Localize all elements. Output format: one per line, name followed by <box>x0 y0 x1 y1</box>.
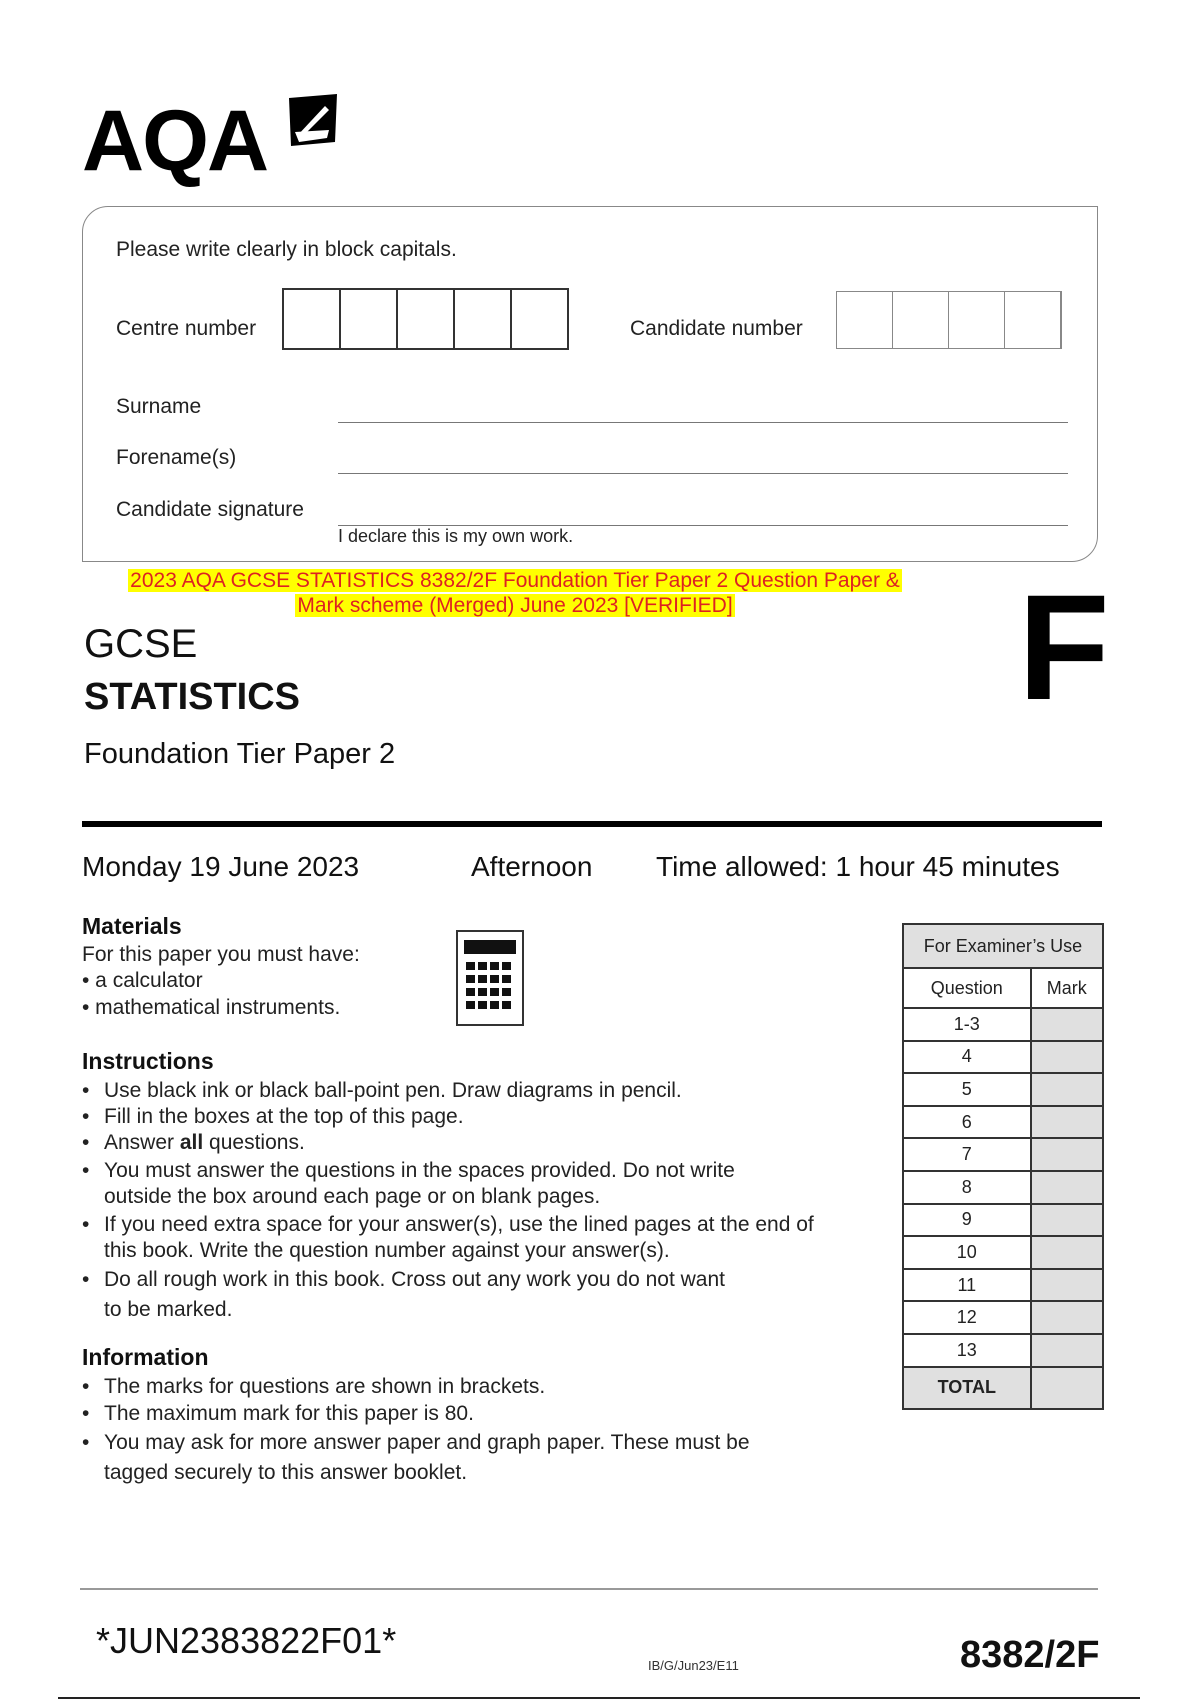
mark-cell[interactable] <box>1031 1236 1103 1269</box>
footer-divider <box>80 1588 1098 1590</box>
instruction-text: questions. <box>203 1131 305 1154</box>
instruction-text: Do all rough work in this book. Cross out any work you do not want <box>104 1268 725 1291</box>
table-row <box>903 1171 1103 1204</box>
subject-title: STATISTICS <box>84 676 301 718</box>
question-number: 8 <box>903 1171 1031 1204</box>
examiners-use-heading: For Examiner’s Use <box>903 924 1103 968</box>
page-bottom-line <box>58 1697 1140 1699</box>
table-row <box>903 1269 1103 1302</box>
information-item <box>82 1374 864 1400</box>
tier-letter: F <box>1018 563 1110 731</box>
total-row <box>903 1367 1103 1409</box>
question-number: 5 <box>903 1073 1031 1106</box>
information-heading: Information <box>82 1344 209 1370</box>
mark-cell[interactable] <box>1031 1301 1103 1334</box>
mark-cell[interactable] <box>1031 1269 1103 1302</box>
instruction-item <box>82 1265 864 1325</box>
total-mark-cell[interactable] <box>1031 1367 1103 1409</box>
forenames-label: Forename(s) <box>116 446 237 469</box>
title-divider <box>82 821 1102 827</box>
candidate-number-field[interactable] <box>836 291 1062 349</box>
barcode-text: *JUN2383822F01* <box>96 1620 397 1661</box>
instruction-item <box>82 1158 864 1210</box>
question-column-header: Question <box>903 968 1031 1008</box>
bullet-glyph: • <box>82 1213 90 1236</box>
instruction-text: You must answer the questions in the spaces provided. Do not write <box>104 1159 735 1182</box>
question-number: 10 <box>903 1236 1031 1269</box>
banner-line-1: 2023 AQA GCSE STATISTICS 8382/2F Foundation Tier Paper 2 Question Paper & <box>130 569 900 592</box>
document-reference: IB/G/Jun23/E11 <box>648 1658 739 1673</box>
paper-title: Foundation Tier Paper 2 <box>84 738 396 770</box>
mark-cell[interactable] <box>1031 1204 1103 1237</box>
mark-cell[interactable] <box>1031 1106 1103 1139</box>
materials-item: • mathematical instruments. <box>82 996 341 1019</box>
exam-session: Afternoon <box>471 851 593 882</box>
table-row <box>903 1204 1103 1237</box>
exam-date: Monday 19 June 2023 <box>82 851 360 882</box>
table-row <box>903 1138 1103 1171</box>
block-capitals-instruction: Please write clearly in block capitals. <box>116 238 457 261</box>
surname-label: Surname <box>116 395 202 418</box>
bullet-glyph: • <box>82 1375 90 1398</box>
calculator-icon <box>456 930 524 1026</box>
centre-number-digit[interactable] <box>455 290 512 348</box>
mark-cell[interactable] <box>1031 1008 1103 1041</box>
information-item <box>82 1401 864 1427</box>
centre-number-digit[interactable] <box>284 290 341 348</box>
candidate-number-digit[interactable] <box>949 292 1005 348</box>
centre-number-digit[interactable] <box>341 290 398 348</box>
instruction-emphasis: all <box>179 1131 204 1154</box>
bullet-glyph: • <box>82 1268 90 1291</box>
mark-cell[interactable] <box>1031 1171 1103 1204</box>
instruction-item <box>82 1212 884 1264</box>
instruction-text: outside the box around each page or on blank pages. <box>104 1185 601 1208</box>
forenames-input-line[interactable] <box>338 473 1068 474</box>
table-row <box>903 1301 1103 1334</box>
bullet-glyph: • <box>82 1079 90 1102</box>
materials-heading: Materials <box>82 913 182 939</box>
candidate-number-digit[interactable] <box>893 292 949 348</box>
question-number: 4 <box>903 1041 1031 1074</box>
table-row <box>903 1334 1103 1367</box>
banner-line-2: Mark scheme (Merged) June 2023 [VERIFIED] <box>297 594 733 617</box>
instruction-item <box>82 1078 864 1104</box>
qualification-title: GCSE <box>84 622 198 666</box>
bullet-glyph: • <box>82 1159 90 1182</box>
centre-number-field[interactable] <box>282 288 569 350</box>
bullet-glyph: • <box>82 1402 90 1425</box>
mark-cell[interactable] <box>1031 1138 1103 1171</box>
question-number: 1-3 <box>903 1008 1031 1041</box>
instruction-item <box>82 1104 864 1130</box>
question-number: 6 <box>903 1106 1031 1139</box>
question-number: 11 <box>903 1269 1031 1302</box>
table-row <box>903 1008 1103 1041</box>
centre-number-digit[interactable] <box>398 290 455 348</box>
aqa-logo-text: AQA <box>82 93 268 189</box>
examiners-use-table <box>902 923 1104 1410</box>
table-row <box>903 1106 1103 1139</box>
instructions-heading: Instructions <box>82 1048 214 1074</box>
instruction-text: this book. Write the question number against your answer(s). <box>104 1239 670 1262</box>
information-text: The marks for questions are shown in brackets. <box>104 1375 546 1398</box>
question-number: 9 <box>903 1204 1031 1237</box>
declaration-text: I declare this is my own work. <box>338 526 574 546</box>
mark-column-header: Mark <box>1031 968 1103 1008</box>
surname-input-line[interactable] <box>338 422 1068 423</box>
bullet-glyph: • <box>82 1131 90 1154</box>
table-row <box>903 1073 1103 1106</box>
signature-label: Candidate signature <box>116 498 304 521</box>
instruction-text: to be marked. <box>104 1298 233 1321</box>
instruction-item <box>82 1130 864 1156</box>
candidate-number-digit[interactable] <box>837 292 893 348</box>
materials-item: • a calculator <box>82 969 203 992</box>
paper-code: 8382/2F <box>960 1634 1100 1676</box>
highlighted-title-banner <box>100 568 930 618</box>
bullet-glyph: • <box>82 1105 90 1128</box>
mark-cell[interactable] <box>1031 1041 1103 1074</box>
question-number: 7 <box>903 1138 1031 1171</box>
instruction-text: Use black ink or black ball-point pen. Draw diagrams in pencil. <box>104 1079 682 1102</box>
candidate-number-digit[interactable] <box>1005 292 1061 348</box>
instruction-text: Fill in the boxes at the top of this page. <box>104 1105 464 1128</box>
candidate-number-label: Candidate number <box>630 317 803 340</box>
centre-number-label: Centre number <box>116 317 257 340</box>
table-row <box>903 1041 1103 1074</box>
instruction-text: If you need extra space for your answer(s), use the lined pages at the end of <box>104 1213 814 1236</box>
information-item <box>82 1428 864 1488</box>
materials-intro: For this paper you must have: <box>82 943 360 966</box>
information-text: The maximum mark for this paper is 80. <box>104 1402 474 1425</box>
aqa-logo-icon <box>285 92 341 150</box>
question-number: 12 <box>903 1301 1031 1334</box>
total-label: TOTAL <box>903 1367 1031 1409</box>
centre-number-digit[interactable] <box>512 290 567 348</box>
information-text: You may ask for more answer paper and graph paper. These must be <box>104 1431 750 1454</box>
mark-cell[interactable] <box>1031 1334 1103 1367</box>
mark-cell[interactable] <box>1031 1073 1103 1106</box>
bullet-glyph: • <box>82 1431 90 1454</box>
time-allowed: Time allowed: 1 hour 45 minutes <box>656 851 1060 882</box>
instruction-text: Answer <box>104 1131 180 1154</box>
table-row <box>903 1236 1103 1269</box>
question-number: 13 <box>903 1334 1031 1367</box>
information-text: tagged securely to this answer booklet. <box>104 1461 468 1484</box>
